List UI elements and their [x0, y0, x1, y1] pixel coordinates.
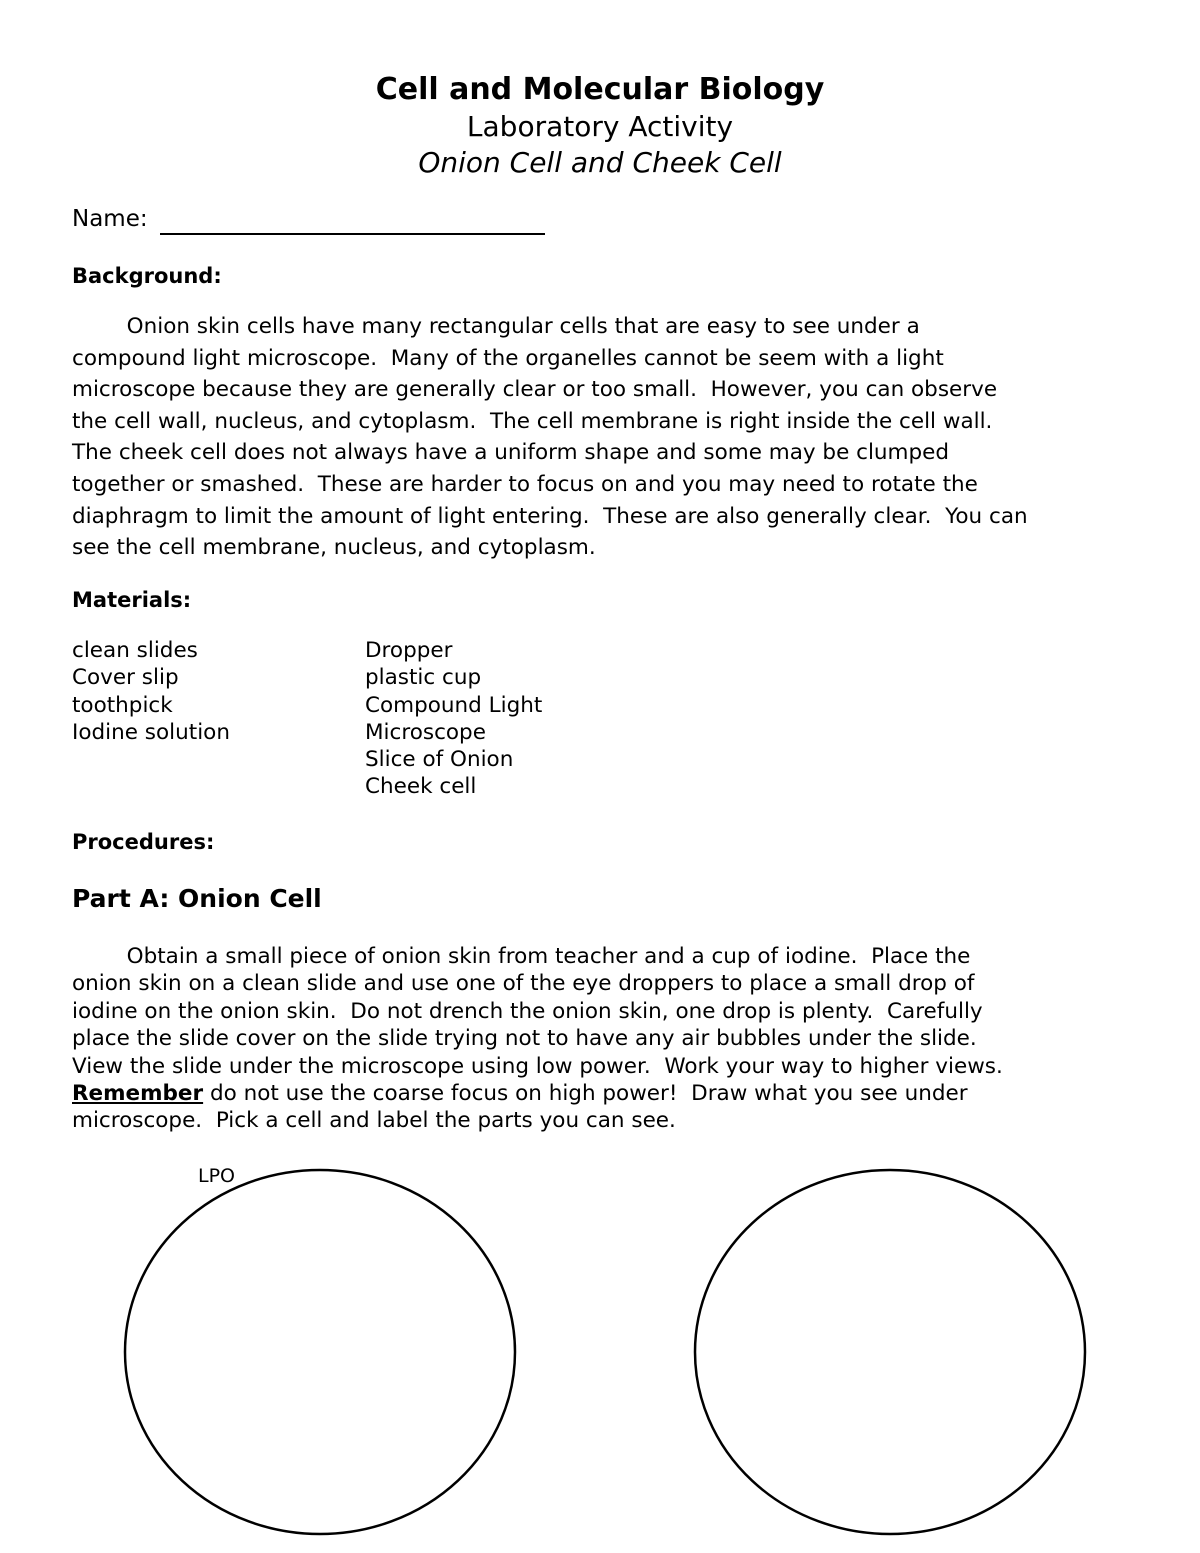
material-item: Microscope: [365, 719, 486, 745]
paragraph-line: Obtain a small piece of onion skin from teacher and a cup of iodine. Place the: [72, 944, 971, 969]
document-title: Cell and Molecular Biology: [375, 72, 825, 107]
procedures-heading: Procedures:: [72, 830, 215, 854]
material-item: Compound Light: [365, 692, 543, 718]
material-item: Slice of Onion: [365, 747, 514, 773]
lpo-drawing-circle[interactable]: [125, 1170, 515, 1534]
background-heading: Background:: [72, 264, 222, 288]
remember-emphasis: Remember: [72, 1080, 204, 1106]
paragraph-line: compound light microscope. Many of the organelles cannot be seem with a light: [72, 345, 944, 371]
document-subtitle: Laboratory Activity: [466, 110, 734, 143]
material-item: Dropper: [365, 638, 453, 663]
paragraph-line: microscope because they are generally clear or too small. However, you can observe: [72, 377, 998, 403]
activity-title: Onion Cell and Cheek Cell: [418, 146, 782, 179]
name-label: Name:: [72, 206, 148, 232]
materials-heading: Materials:: [72, 588, 192, 612]
paragraph-line: the cell wall, nucleus, and cytoplasm. The cell membrane is right inside the cell wall.: [72, 408, 993, 434]
paragraph-line: microscope. Pick a cell and label the parts you can see.: [72, 1108, 676, 1134]
paragraph-line: The cheek cell does not always have a uniform shape and some may be clumped: [72, 440, 950, 466]
material-item: clean slides: [72, 638, 198, 663]
paragraph-line: see the cell membrane, nucleus, and cytoplasm.: [72, 535, 596, 561]
material-item: plastic cup: [365, 665, 482, 691]
lpo-label: LPO: [198, 1165, 235, 1187]
paragraph-line: place the slide cover on the slide trying not to have any air bubbles under the slide.: [72, 1026, 977, 1052]
material-item: Cheek cell: [365, 774, 477, 800]
material-item: toothpick: [72, 692, 173, 718]
part-a-heading: Part A: Onion Cell: [72, 884, 322, 913]
second-drawing-circle[interactable]: [695, 1170, 1085, 1534]
material-item: Cover slip: [72, 665, 179, 691]
paragraph-line: View the slide under the microscope using low power. Work your way to higher views.: [72, 1053, 1003, 1079]
paragraph-line: iodine on the onion skin. Do not drench the onion skin, one drop is plenty. Carefully: [72, 998, 983, 1024]
paragraph-line: together or smashed. These are harder to focus on and you may need to rotate the: [72, 471, 978, 497]
remember-text: do not use the coarse focus on high power! Draw what you see under: [203, 1080, 968, 1106]
paragraph-line: onion skin on a clean slide and use one of the eye droppers to place a small drop of: [72, 971, 975, 997]
paragraph-line: diaphragm to limit the amount of light entering. These are also generally clear. You can: [72, 503, 1028, 529]
material-item: Iodine solution: [72, 719, 230, 745]
paragraph-line: Onion skin cells have many rectangular cells that are easy to see under a: [72, 314, 920, 339]
